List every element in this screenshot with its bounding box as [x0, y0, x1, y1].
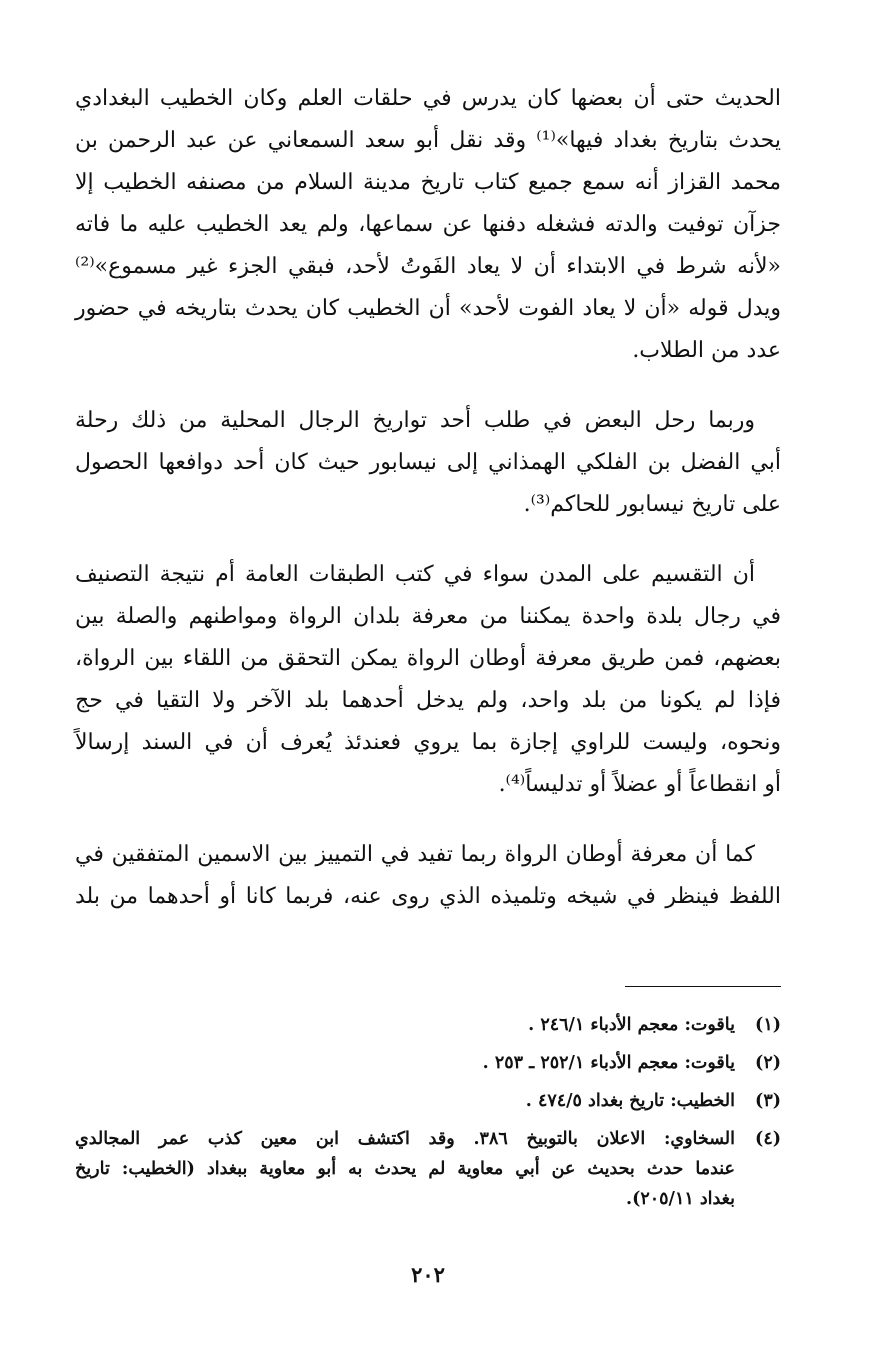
text-line: على تاريخ نيسابور للحاكم⁽³⁾.: [523, 492, 781, 517]
text-line: جزآن توفيت والدته فشغله دفنها عن سماعها، ولم يعد الخطيب عليه ما فاته: [75, 212, 781, 237]
footnote-3: [75, 1086, 781, 1116]
footnote-line: بغداد ٢٠٥/١١).: [625, 1189, 735, 1209]
footnote-1: [75, 1010, 781, 1040]
footnote-text: [75, 1124, 735, 1214]
text-line: ونحوه، وليست للراوي إجازة بما يروي فعندئذ يُعرف أن في السند إرسالاً: [75, 730, 781, 755]
footnote-number: (٢): [755, 1053, 781, 1073]
book-page: [75, 78, 781, 1369]
text-line: كما أن معرفة أوطان الرواة ربما تفيد في التمييز بين الاسمين المتفقين في: [75, 842, 755, 867]
footnote-line: الخطيب: تاريخ بغداد ٤٧٤/٥ .: [525, 1091, 735, 1111]
footnote-divider: [625, 986, 781, 987]
text-line: عدد من الطلاب.: [632, 338, 781, 363]
footnote-line: ياقوت: معجم الأدباء ٢٤٦/١ .: [528, 1015, 735, 1035]
paragraph-3: [75, 554, 781, 806]
text-line: أبي الفضل بن الفلكي الهمذاني إلى نيسابور حيث كان أحد دوافعها الحصول: [75, 450, 781, 475]
text-line: أن التقسيم على المدن سواء في كتب الطبقات العامة أم نتيجة التصنيف: [75, 562, 755, 587]
text-line: محمد القزاز أنه سمع جميع كتاب تاريخ مدينة السلام من مصنفه الخطيب إلا: [75, 170, 781, 195]
paragraph-1: [75, 78, 781, 372]
footnote-text: [75, 1010, 735, 1040]
body-text: [75, 78, 781, 918]
text-line: اللفظ فينظر في شيخه وتلميذه الذي روى عنه، فربما كانا أو أحدهما من بلد: [75, 884, 781, 909]
paragraph-2: [75, 400, 781, 526]
text-line: وربما رحل البعض في طلب أحد تواريخ الرجال المحلية من ذلك رحلة: [75, 408, 755, 433]
page-number: ٢٠٢: [411, 1262, 445, 1287]
footnote-line: السخاوي: الاعلان بالتوبيخ ٣٨٦. وقد اكتشف ابن معين كذب عمر المجالدي: [75, 1129, 735, 1149]
footnote-line: ياقوت: معجم الأدباء ٢٥٢/١ ـ ٢٥٣ .: [482, 1053, 735, 1073]
footnote-4: [75, 1124, 781, 1214]
footnote-text: [75, 1086, 735, 1116]
footnote-line: عندما حدث بحديث عن أبي معاوية لم يحدث به أبو معاوية ببغداد (الخطيب: تاريخ: [75, 1159, 735, 1179]
footnote-number: (٤): [755, 1129, 781, 1149]
footnote-number: (١): [755, 1015, 781, 1035]
text-line: أو انقطاعاً أو عضلاً أو تدليساً⁽⁴⁾.: [498, 772, 781, 797]
paragraph-4: [75, 834, 781, 918]
footnote-number: (٣): [755, 1091, 781, 1111]
text-line: «لأنه شرط في الابتداء أن لا يعاد الفَوتُ لأحد، فبقي الجزء غير مسموع»⁽²⁾: [75, 254, 781, 279]
footnotes: [75, 1010, 781, 1222]
text-line: الحديث حتى أن بعضها كان يدرس في حلقات العلم وكان الخطيب البغدادي: [75, 86, 781, 111]
text-line: ويدل قوله «أن لا يعاد الفوت لأحد» أن الخطيب كان يحدث بتاريخه في حضور: [75, 296, 781, 321]
footnote-text: [75, 1048, 735, 1078]
text-line: في رجال بلدة واحدة يمكننا من معرفة بلدان الرواة ومواطنهم والصلة بين: [75, 604, 781, 629]
footnote-2: [75, 1048, 781, 1078]
text-line: فإذا لم يكونا من بلد واحد، ولم يدخل أحدهما بلد الآخر ولا التقيا في حج: [75, 688, 781, 713]
text-line: يحدث بتاريخ بغداد فيها»⁽¹⁾ وقد نقل أبو سعد السمعاني عن عبد الرحمن بن: [75, 128, 781, 153]
text-line: بعضهم، فمن طريق معرفة أوطان الرواة يمكن التحقق من اللقاء بين الرواة،: [75, 646, 781, 671]
